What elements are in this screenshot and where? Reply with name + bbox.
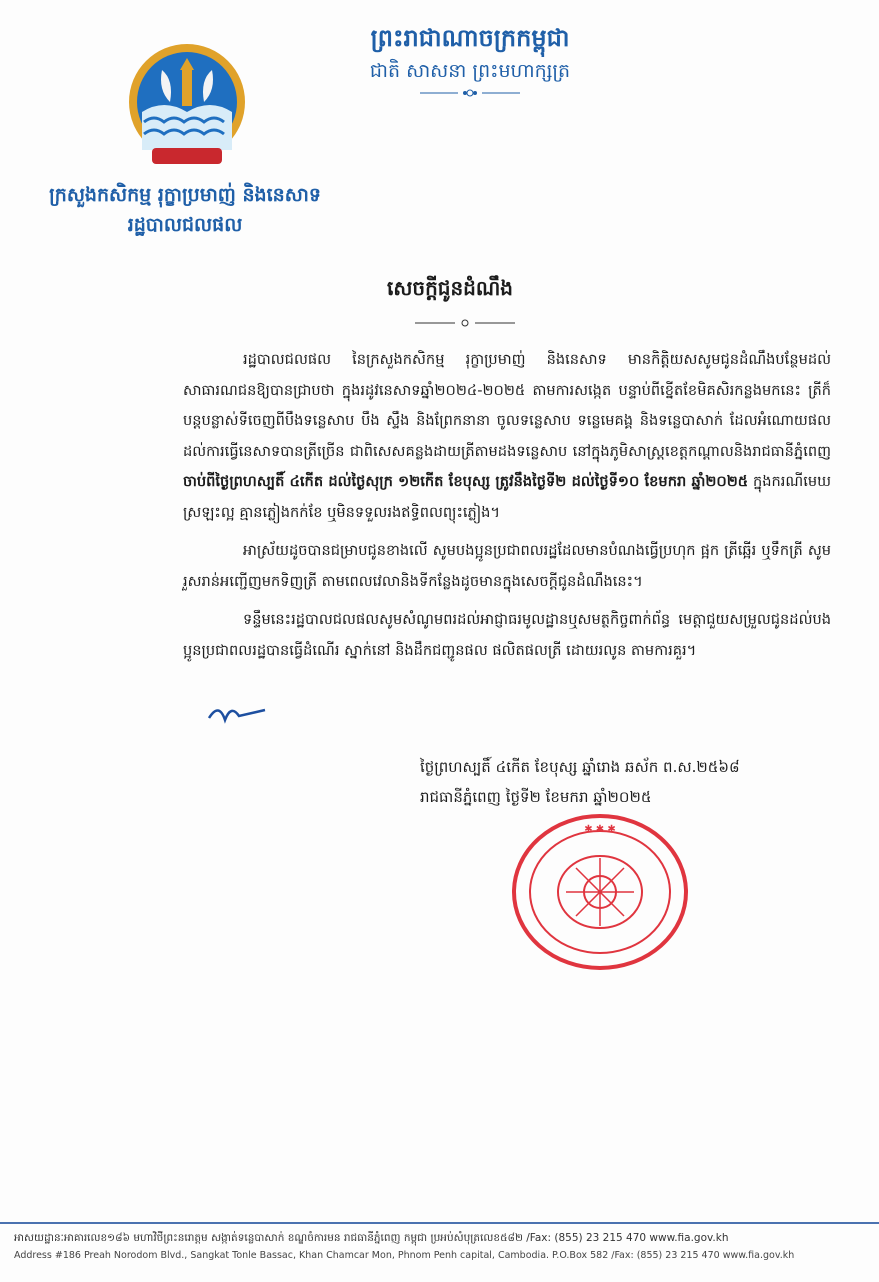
ministry-header bbox=[0, 180, 370, 240]
date-block bbox=[420, 752, 740, 812]
paragraph-2: អាស្រ័យដូចបានជម្រាបជូនខាងលើ សូមបងប្អូនប្រជាពលរដ្ឋដែលមានបំណងធ្វើប្រហុក ផ្អក ត្រីឆ្អើរ ឬទឹកត្រី សូមរួសរាន់អញ្ជើញមកទិញត្រី តាមពេលវេលានិងទីកន្លែងដូចមានក្នុងសេចក្តីជូនដំណឹងនេះ។ bbox=[183, 542, 831, 590]
title-ornament-icon bbox=[415, 318, 515, 328]
ministry-name: ក្រសួងកសិកម្ម រុក្ខាប្រមាញ់ និងនេសាទ bbox=[49, 184, 321, 206]
paragraph-1-text: រដ្ឋបាលជលផល នៃក្រសួងកសិកម្ម រុក្ខាប្រមាញ់ និងនេសាទ មានកិត្តិយសសូមជូនដំណឹងបន្ថែមដល់សាធារណជនឱ្យបានជ្រាបថា ក្នុងរដូវនេសាទឆ្នាំ២០២៤-២០២៥ តាមការសង្កេត បន្ទាប់ពីខ្នើតខែមិគសិរកន្លងមកនេះ ត្រីក៏បន្តបន្លាស់ទីចេញពីបឹងទន្លេសាប បឹង ស្ទឹង និងព្រែកនានា ចូលទន្លេសាប ទន្លេមេគង្គ និងទន្លេបាសាក់ ដែលអំណោយផលដល់ការធ្វើនេសាទបានត្រីច្រើន ជាពិសេសគន្លងដាយត្រីតាមដងទន្លេសាប នៅក្នុងភូមិសាស្ត្រខេត្តកណ្ដាលនិងរាជធានីភ្នំពេញ bbox=[183, 351, 831, 460]
national-motto: ជាតិ សាសនា ព្រះមហាក្សត្រ bbox=[369, 60, 571, 82]
announcement-body bbox=[183, 345, 831, 674]
solar-date: រាជធានីភ្នំពេញ ថ្ងៃទី២ ខែមករា ឆ្នាំ២០២៥ bbox=[420, 788, 652, 806]
lunar-date: ថ្ងៃព្រហស្បតិ៍ ៤កើត ខែបុស្ស ឆ្នាំរោង ឆស័ក ព.ស.២៥៦៨ bbox=[420, 758, 740, 776]
footer bbox=[0, 1222, 879, 1282]
document-title: សេចក្ដីជូនដំណឹង bbox=[387, 276, 513, 300]
kingdom-title: ព្រះរាជាណាចក្រកម្ពុជា bbox=[370, 24, 570, 52]
paragraph-1-end: ក្នុងករណីមេឃស្រឡះល្អ គ្មានភ្លៀងកក់ខែ ឬមិនទទួលរងឥទ្ធិពលព្យុះភ្លៀង។ bbox=[183, 473, 832, 521]
seal-text: ✱ ✱ ✱ bbox=[584, 824, 616, 835]
fisheries-logo bbox=[122, 40, 252, 170]
footer-address-khmer: អាសយដ្ឋានៈអាគារលេខ១៨៦ មហាវិថីព្រះនរោត្តម សង្កាត់ទន្លេបាសាក់ ខណ្ឌចំការមន រាជធានីភ្នំពេញ កម្ពុជា ប្រអប់សំបុត្រលេខ៥៨២ /Fax: (855) 23 215 470 www.fia.gov.kh bbox=[14, 1232, 729, 1244]
paragraph-1 bbox=[183, 345, 831, 528]
paragraph-3: ទន្ទឹមនេះរដ្ឋបាលជលផលសូមសំណូមពរដល់អាជ្ញាធរមូលដ្ឋានឬសមត្ថកិច្ចពាក់ព័ន្ធ មេត្តាជួយសម្រួលជូនដល់បងប្អូនប្រជាពលរដ្ឋបានធ្វើដំណើរ ស្នាក់នៅ និងដឹកជញ្ជូនផល ផលិតផលត្រី ដោយរលូន តាមការគួរ។ bbox=[183, 611, 831, 659]
paragraph-1-dates: ចាប់ពីថ្ងៃព្រហស្បតិ៍ ៤កើត ដល់ថ្ងៃសុក្រ ១២កើត ខែបុស្ស ត្រូវនឹងថ្ងៃទី២ ដល់ថ្ងៃទី១០ ខែមករា ឆ្នាំ២០២៥ bbox=[183, 473, 749, 490]
administration-name: រដ្ឋបាលជលផល bbox=[127, 214, 243, 236]
initials-mark-icon bbox=[205, 700, 275, 730]
official-seal-stamp bbox=[510, 812, 690, 972]
footer-address-english: Address #186 Preah Norodom Blvd., Sangkat Tonle Bassac, Khan Chamcar Mon, Phnom Penh capital, Cambodia. P.O.Box 582 /Fax: (855) 23 215 470 www.fia.gov.kh bbox=[14, 1250, 795, 1261]
kingdom-header bbox=[300, 20, 640, 98]
ornament-divider-icon bbox=[420, 88, 520, 98]
